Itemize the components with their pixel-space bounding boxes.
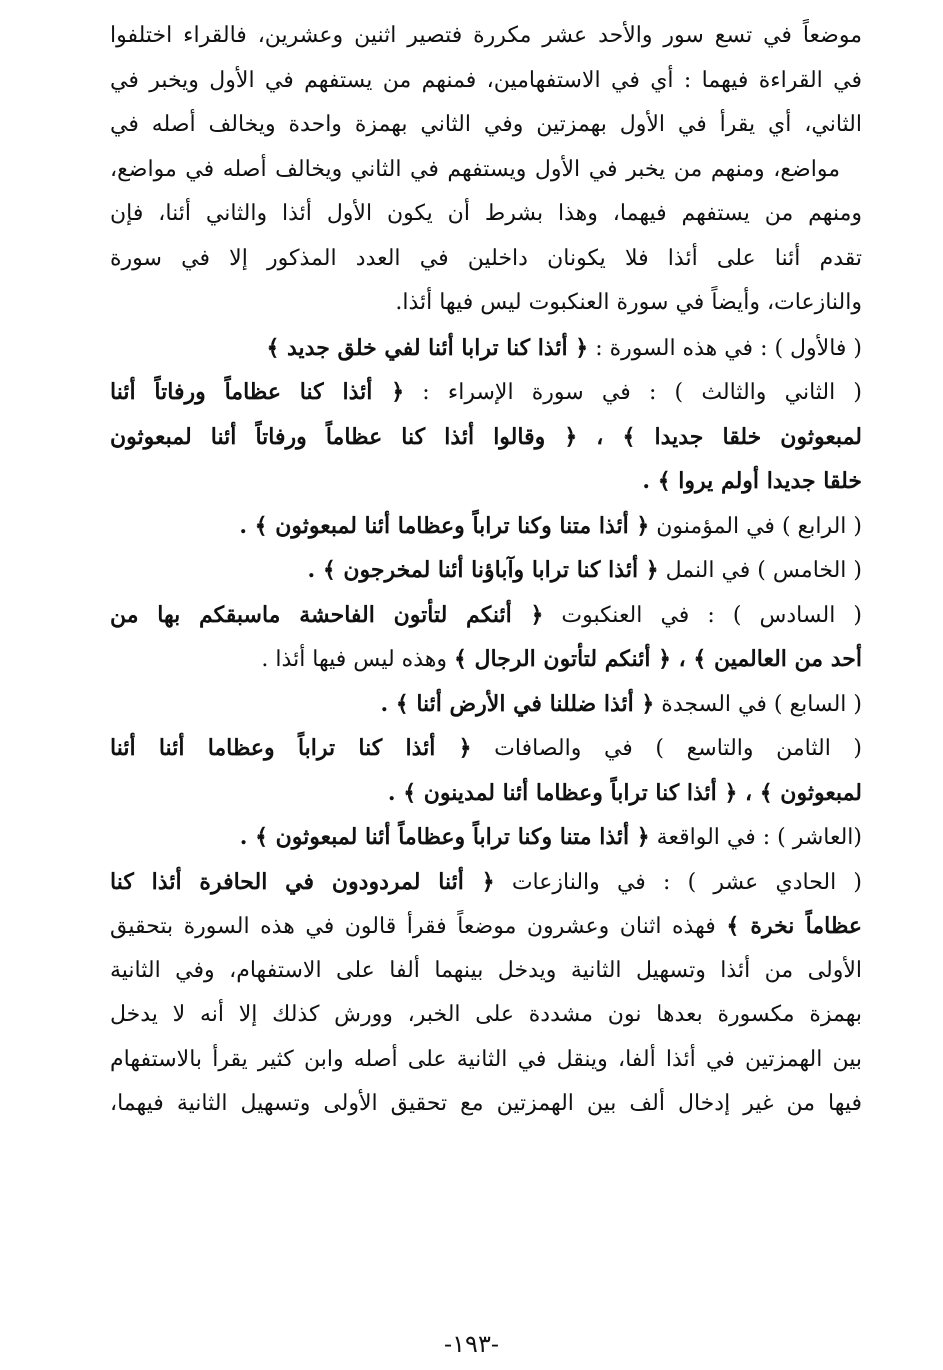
page-number: -١٩٣- bbox=[444, 1330, 499, 1358]
text-line: بين الهمزتين في أئذا ألفا، وينقل في الثانية على أصله وابن كثير يقرأ بالاستفهام bbox=[110, 1046, 862, 1072]
text-line: موضعاً في تسع سور والأحد عشر مكررة فتصير اثنين وعشرين، فالقراء اختلفوا bbox=[110, 23, 862, 48]
text-line: بهمزة مكسورة بعدها نون مشددة على الخبر، وورش كذلك إلا أنه لا يدخل bbox=[110, 1002, 862, 1027]
line-prefix: ( الرابع ) في المؤمنون bbox=[649, 513, 862, 539]
line-prefix: ( السابع ) في السجدة bbox=[654, 691, 862, 717]
verse-line bbox=[110, 637, 862, 682]
page-body bbox=[110, 14, 862, 1127]
verse-line bbox=[110, 904, 862, 949]
line-suffix: فهذه اثنان وعشرون موضعاً فقرأ قالون في هذه السورة بتحقيق bbox=[110, 914, 727, 939]
verse-line bbox=[110, 370, 862, 415]
text-line: مواضع، ومنهم من يخبر في الأول ويستفهم في الثاني ويخالف أصله في مواضع، bbox=[110, 156, 840, 182]
verse-line bbox=[110, 726, 862, 771]
text-line: الأولى من أئذا وتسهيل الثانية ويدخل بينهما ألفا على الاستفهام، وفي الثانية bbox=[110, 957, 862, 983]
quran-quote: عظاماً نخرة ﴾ bbox=[726, 913, 862, 939]
text-line: تقدم أئنا على أئذا فلا يكونان داخلين في العدد المذكور إلا في سورة bbox=[110, 245, 862, 271]
verse-line: لمبعوثون خلقا جديدا ﴾ ، ﴿ وقالوا أئذا كنا عظاماً ورفاتاً أئنا لمبعوثون bbox=[110, 423, 862, 450]
verse-line: لمبعوثون ﴾ ، ﴿ أئذا كنا تراباً وعظاما أئنا لمدينون ﴾ . bbox=[387, 779, 862, 806]
line-prefix: ( الثاني والثالث ) : في سورة الإسراء : bbox=[404, 380, 862, 405]
line-prefix: ( الحادي عشر ) : في والنازعات bbox=[494, 869, 862, 895]
verse-line: خلقا جديدا أولم يروا ﴾ . bbox=[642, 468, 862, 494]
quran-quote: ﴿ أئذا كنا تراباً وعظاما أئنا أئنا bbox=[110, 735, 472, 761]
line-suffix: وهذه ليس فيها أئذا . bbox=[261, 647, 454, 672]
line-prefix: ( الثامن والتاسع ) في والصافات bbox=[471, 736, 862, 761]
quran-quote: ﴿ أئذا كنا ترابا وآباؤنا أئنا لمخرجون ﴾ . bbox=[307, 557, 659, 583]
text-line: الثاني، أي يقرأ في الأول بهمزتين وفي الثاني بهمزة واحدة ويخالف أصله في bbox=[110, 112, 862, 137]
line-prefix: ( الخامس ) في النمل bbox=[658, 558, 862, 583]
quran-quote: ﴿ أئذا متنا وكنا تراباً وعظاماً أئنا لمبعوثون ﴾ . bbox=[239, 824, 650, 850]
verse-line bbox=[110, 682, 862, 727]
quran-quote: ﴿ أئذا كنا ترابا أئنا لفي خلق جديد ﴾ bbox=[266, 334, 589, 361]
line-prefix: (العاشر ) : في الواقعة bbox=[649, 825, 862, 850]
quran-quote: ﴿ أئنكم لتأتون الفاحشة ماسبقكم بها من bbox=[110, 601, 544, 628]
line-prefix: ( السادس ) : في العنكبوت bbox=[543, 602, 862, 628]
text-line: ومنهم من يستفهم فيهما، وهذا بشرط أن يكون الأول أئذا والثاني أئنا، فإن bbox=[110, 201, 862, 226]
quran-quote: ﴿ أئنا لمردودون في الحافرة أئذا كنا bbox=[110, 868, 495, 895]
verse-line bbox=[110, 815, 862, 860]
verse-line bbox=[110, 593, 862, 638]
verse-line bbox=[110, 860, 862, 905]
verse-line bbox=[110, 504, 862, 549]
text-line: فيها من غير إدخال ألف بين الهمزتين مع تحقيق الأولى وتسهيل الثانية فيهما، bbox=[110, 1091, 862, 1116]
quran-quote: ﴿ أئذا ضللنا في الأرض أئنا ﴾ . bbox=[380, 690, 655, 717]
quran-quote: ﴿ أئذا كنا عظاماً ورفاتاً أئنا bbox=[110, 379, 405, 405]
text-line: في القراءة فيهما : أي في الاستفهامين، فمنهم من يستفهم في الأول ويخبر في bbox=[110, 67, 862, 93]
line-prefix: ( فالأول ) : في هذه السورة : bbox=[588, 335, 862, 361]
text-line: والنازعات، وأيضاً في سورة العنكبوت ليس فيها أئذا. bbox=[395, 290, 862, 315]
quran-quote: أحد من العالمين ﴾ ، ﴿ أئنكم لتأتون الرجال ﴾ bbox=[453, 646, 862, 672]
quran-quote: ﴿ أئذا متنا وكنا تراباً وعظاما أئنا لمبعوثون ﴾ . bbox=[239, 512, 650, 539]
verse-line bbox=[110, 326, 862, 371]
verse-line bbox=[110, 548, 862, 593]
